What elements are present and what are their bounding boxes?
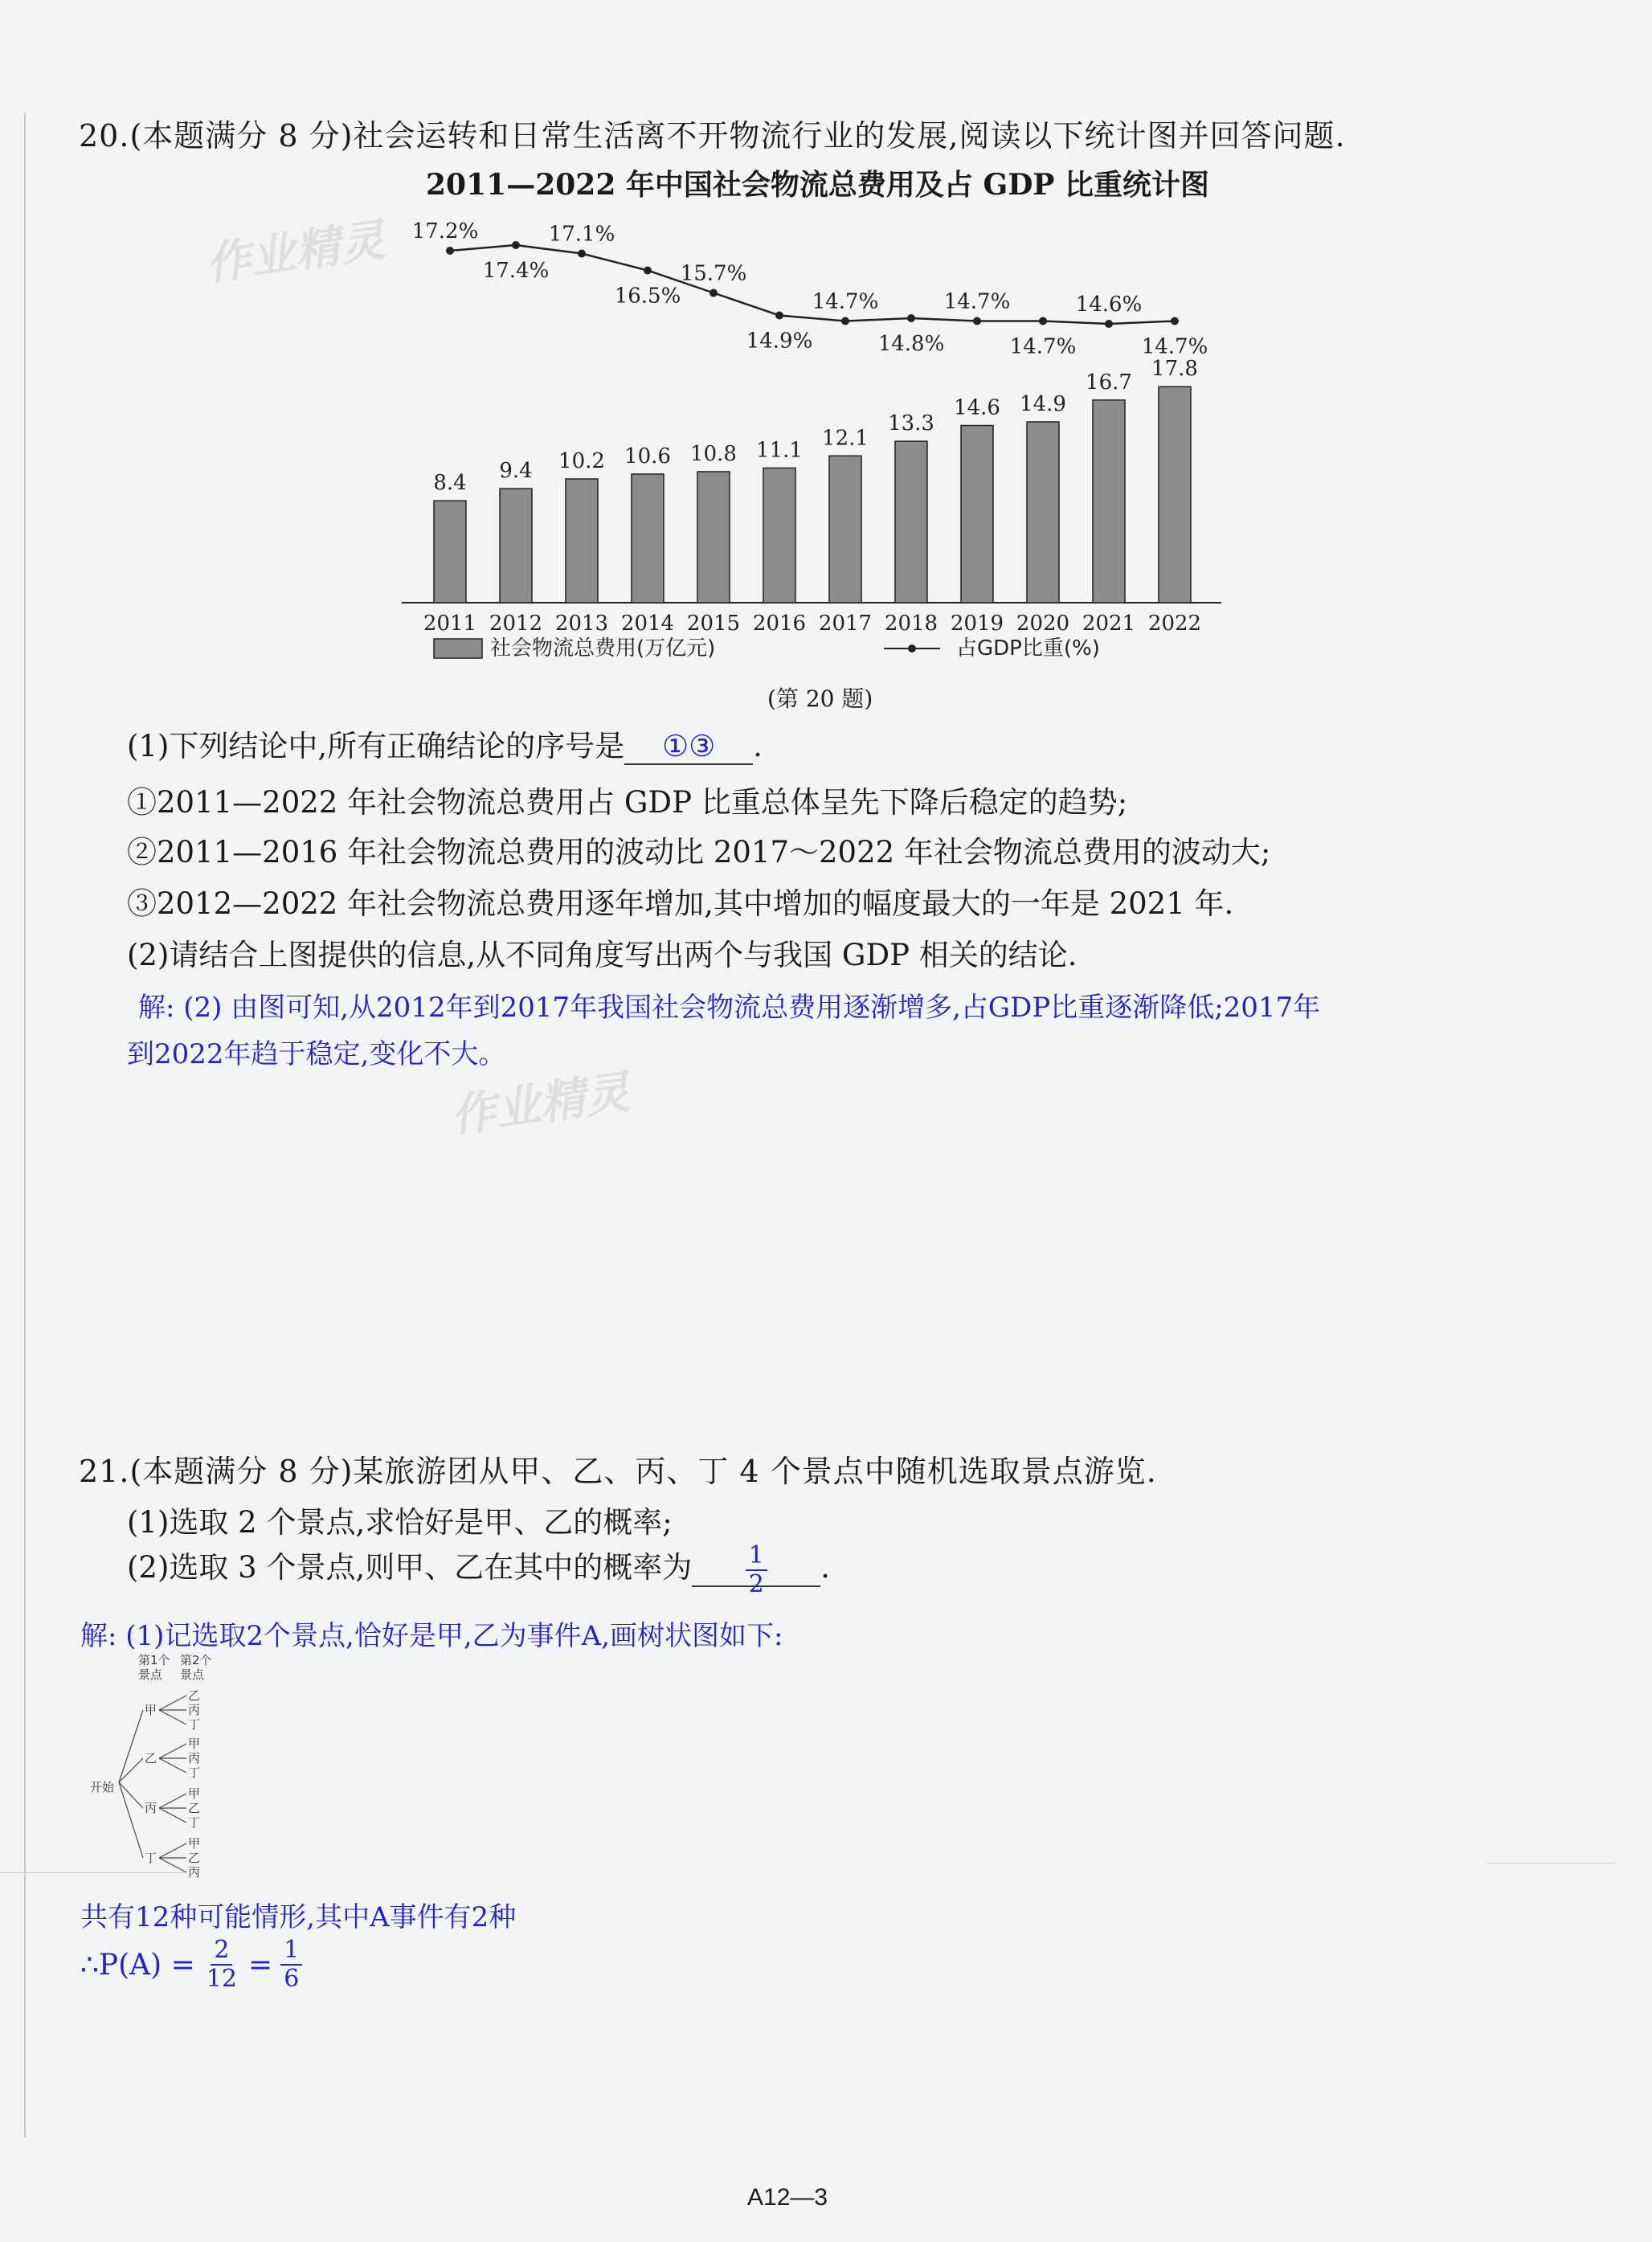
bar-2014 [632,474,664,603]
tree-branch [159,1858,186,1872]
tick-2013: 2013 [554,612,609,636]
bar-2019 [961,426,993,603]
gdp-point-2021 [1105,320,1113,328]
gdp-label-2013: 17.1% [548,222,615,247]
q20-option3: ③2012—2022 年社会物流总费用逐年增加,其中增加的幅度最大的一年是 2021 年. [127,886,1234,921]
tree-level1-node: 乙 [145,1751,157,1765]
gdp-label-2015: 15.7% [680,261,747,286]
tree-level2-node: 丁 [188,1815,201,1830]
tick-2012: 2012 [489,612,543,636]
tree-branch [159,1843,186,1858]
bar-2020 [1027,422,1059,603]
q21-part1: (1)选取 2 个景点,求恰好是甲、乙的概率; [127,1505,673,1540]
q21-part2-num: 1 [746,1544,767,1571]
gdp-label-2011: 17.2% [411,219,479,243]
bar-2011 [434,501,466,603]
tick-2022: 2022 [1147,612,1202,636]
tree-level2-node: 丙 [188,1703,201,1717]
bar-label-2018: 13.3 [888,411,934,436]
bar-2016 [763,468,795,603]
prob-fraction-2 [280,1938,302,1991]
tree-level1-node: 甲 [145,1703,157,1717]
bar-label-2013: 10.2 [558,448,605,473]
bar-2018 [895,441,927,603]
prob-f2-num: 1 [280,1938,302,1966]
bar-2021 [1093,400,1125,603]
bar-label-2015: 10.8 [690,441,737,466]
gdp-point-2019 [973,317,981,325]
watermark-middle: 作业精灵 [448,1066,634,1144]
q20-option2: ②2011—2016 年社会物流总费用的波动比 2017～2022 年社会物流总费用的波动大; [127,835,1271,869]
q21-part2-suffix: . [820,1550,830,1585]
bar-2015 [697,472,730,603]
q20-part2: (2)请结合上图提供的信息,从不同角度写出两个与我国 GDP 相关的结论. [127,938,1077,972]
gdp-point-2020 [1039,317,1047,325]
tree-header-1: 第1个 [138,1653,170,1667]
gdp-label-2018: 14.8% [877,332,945,356]
tree-branch [159,1758,186,1773]
q20-part1-answer: ①③ [624,729,753,765]
tree-branch [159,1696,186,1710]
legend-line-label: 占GDP比重(%) [956,636,1100,661]
bar-label-2019: 14.6 [954,395,1000,420]
tree-level2-node: 乙 [188,1801,201,1815]
tick-2020: 2020 [1016,612,1070,636]
tree-root: 开始 [90,1780,115,1794]
q20-part1 [127,722,763,765]
gdp-point-2017 [841,317,849,325]
tick-2016: 2016 [752,612,807,636]
prob-f1-num: 2 [211,1938,232,1966]
bar-label-2014: 10.6 [624,444,671,468]
tree-header-2: 第2个 [180,1653,212,1667]
tree-header-2b: 景点 [180,1667,205,1682]
tree-level1-node: 丙 [145,1801,157,1815]
probability-tree-diagram [80,1651,241,1892]
legend-line-marker [908,644,916,653]
bar-label-2017: 12.1 [822,426,869,451]
q20-part1-suffix: . [753,729,763,763]
gdp-point-2018 [907,314,915,322]
tree-level2-node: 乙 [188,1851,201,1865]
q21-part2 [127,1540,830,1598]
tree-level2-node: 丁 [188,1765,201,1780]
tree-level1-node: 丁 [145,1851,157,1865]
tick-2018: 2018 [884,612,938,636]
bar-label-2020: 14.9 [1020,392,1066,417]
q21-part2-answer [692,1540,820,1598]
watermark-top: 作业精灵 [202,214,389,292]
gdp-label-2022: 14.7% [1141,334,1208,359]
q20-heading [79,111,1346,155]
tick-2011: 2011 [423,612,477,636]
prob-f2-den: 6 [284,1965,300,1993]
bar-2022 [1159,387,1191,603]
tree-level2-node: 丙 [188,1751,201,1765]
tree-branches [119,1696,186,1872]
page-number: A12—3 [747,2184,828,2211]
legend-bar-swatch [434,639,482,658]
chart-title: 2011—2022 年中国社会物流总费用及占 GDP 比重统计图 [426,168,1210,202]
tree-branch [159,1744,186,1758]
gdp-label-2016: 14.9% [746,329,813,354]
tree-level2-node: 丁 [188,1717,201,1732]
q21-number: 21. [79,1454,130,1489]
bar-label-2011: 8.4 [433,471,467,496]
bar-2012 [500,489,532,603]
q21-answer-intro: 解: (1)记选取2个景点,恰好是甲,乙为事件A,画树状图如下: [80,1620,783,1652]
prob-fraction-1 [203,1938,240,1991]
q21-part2-fraction [746,1540,767,1598]
bar-2017 [829,456,861,603]
legend-bar-label: 社会物流总费用(万亿元) [490,636,716,661]
q20-answer-line2: 到2022年趋于稳定,变化不大。 [127,1038,506,1070]
tree-header-1b: 景点 [138,1667,163,1682]
prob-f1-den: 12 [206,1965,238,1993]
gdp-label-2021: 14.6% [1075,293,1143,317]
tree-level2-node: 甲 [188,1786,201,1801]
q21-heading [79,1446,1157,1491]
bar-label-2022: 17.8 [1151,357,1198,382]
tick-2019: 2019 [950,612,1004,636]
tree-level2-node: 甲 [188,1836,201,1851]
tick-2015: 2015 [686,612,741,636]
bar-label-2012: 9.4 [499,459,533,484]
divider-right [1486,1863,1615,1864]
q20-answer-line1: 解: (2) 由图可知,从2012年到2017年我国社会物流总费用逐渐增多,占GDP比重逐渐降低;2017年 [138,992,1321,1024]
q20-option1: ①2011—2022 年社会物流总费用占 GDP 比重总体呈先下降后稳定的趋势; [127,785,1128,820]
prob-prefix: ∴P(A) = [80,1948,195,1982]
q21-answer-probability [80,1938,302,1991]
gdp-label-2012: 17.4% [482,259,550,283]
q21-answer-count: 共有12种可能情形,其中A事件有2种 [80,1901,517,1933]
tick-2017: 2017 [818,612,873,636]
gdp-point-2022 [1171,317,1179,325]
tree-level2-node: 甲 [188,1737,201,1751]
divider-left [0,1872,185,1873]
gdp-point-2012 [512,241,520,249]
tree-branch [119,1782,143,1858]
tree-level2-node: 丙 [188,1865,201,1880]
tree-branch [119,1710,143,1782]
gdp-label-2020: 14.7% [1009,334,1077,359]
q20-number: 20. [79,118,130,153]
bar-label-2021: 16.7 [1086,370,1132,395]
tree-branch [159,1808,186,1823]
tick-2021: 2021 [1082,612,1136,636]
gdp-label-2014: 16.5% [614,284,681,309]
tree-branch [159,1710,186,1724]
q21-part2-den: 2 [748,1569,764,1598]
chart-caption: (第 20 题) [767,685,873,712]
bar-2013 [566,479,598,603]
tree-level2-node: 乙 [188,1688,201,1703]
logistics-chart [402,201,1237,691]
gdp-point-2014 [644,267,652,275]
q20-title: (本题满分 8 分)社会运转和日常生活离不开物流行业的发展,阅读以下统计图并回答问题. [129,118,1346,153]
margin-rule [24,113,26,2138]
gdp-point-2011 [446,247,454,255]
gdp-point-2016 [775,312,783,320]
q20-part1-prefix: (1)下列结论中,所有正确结论的序号是 [127,729,625,763]
prob-equals: = [248,1948,273,1982]
bar-label-2016: 11.1 [756,438,803,463]
gdp-point-2015 [709,289,718,297]
tick-2014: 2014 [620,612,675,636]
q21-title: (本题满分 8 分)某旅游团从甲、乙、丙、丁 4 个景点中随机选取景点游览. [129,1454,1157,1489]
gdp-label-2017: 14.7% [812,289,879,314]
tree-branch [159,1794,186,1808]
q21-part2-prefix: (2)选取 3 个景点,则甲、乙在其中的概率为 [127,1550,693,1585]
gdp-label-2019: 14.7% [943,289,1011,314]
gdp-point-2013 [578,250,586,258]
